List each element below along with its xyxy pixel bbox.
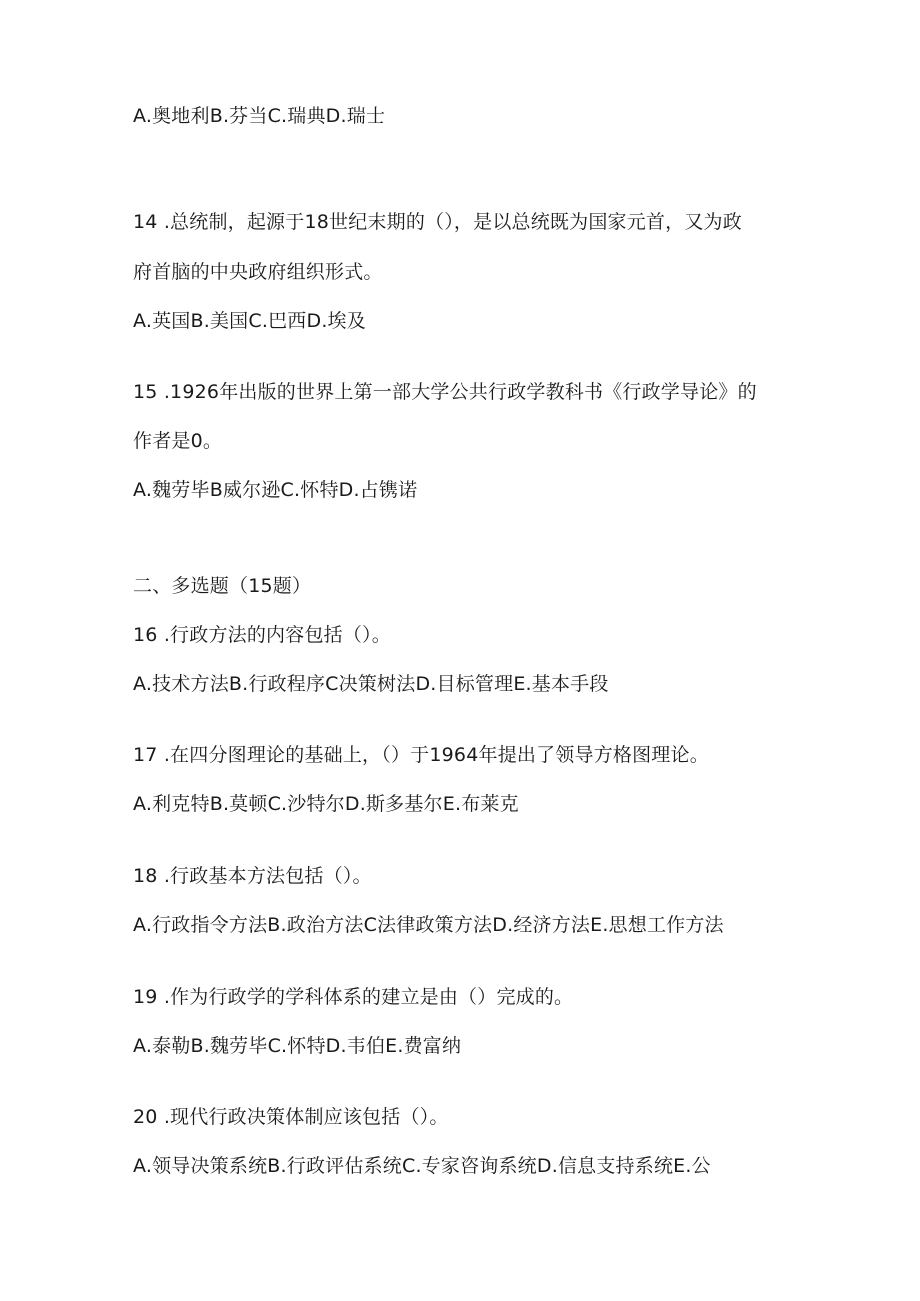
q14-question-line2: 府首脑的中央政府组织形式。 xyxy=(133,261,383,283)
q20-options: A.领导决策系统B.行政评估系统C.专家咨询系统D.信息支持系统E.公 xyxy=(133,1155,711,1177)
q14-question-line1: 14 .总统制，起源于18世纪末期的（），是以总统既为国家元首，又为政 xyxy=(133,211,742,233)
q19-options: A.泰勒B.魏劳毕C.怀特D.韦伯E.费富纳 xyxy=(133,1035,462,1057)
q16-question: 16 .行政方法的内容包括（）。 xyxy=(133,624,391,646)
q18-question: 18 .行政基本方法包括（）。 xyxy=(133,865,372,887)
q19-question: 19 .作为行政学的学科体系的建立是由（）完成的。 xyxy=(133,986,574,1008)
q15-options: A.魏劳毕B威尔逊C.怀特D.占镌诺 xyxy=(133,479,418,501)
q17-question: 17 .在四分图理论的基础上，（）于1964年提出了领导方格图理论。 xyxy=(133,744,709,766)
q13-options: A.奥地利B.芬当C.瑞典D.瑞士 xyxy=(133,105,386,127)
q20-question: 20 .现代行政决策体制应该包括（）。 xyxy=(133,1106,449,1128)
q18-options: A.行政指令方法B.政治方法C法律政策方法D.经济方法E.思想工作方法 xyxy=(133,914,724,936)
q16-options: A.技术方法B.行政程序C决策树法D.目标管理E.基本手段 xyxy=(133,673,609,695)
q15-question-line2: 作者是0。 xyxy=(133,430,223,452)
q14-options: A.英国B.美国C.巴西D.埃及 xyxy=(133,310,366,332)
section-heading: 二、多选题（15题） xyxy=(133,575,312,597)
q17-options: A.利克特B.莫顿C.沙特尔D.斯多基尔E.布莱克 xyxy=(133,793,519,815)
q15-question-line1: 15 .1926年出版的世界上第一部大学公共行政学教科书《行政学导论》的 xyxy=(133,381,757,403)
